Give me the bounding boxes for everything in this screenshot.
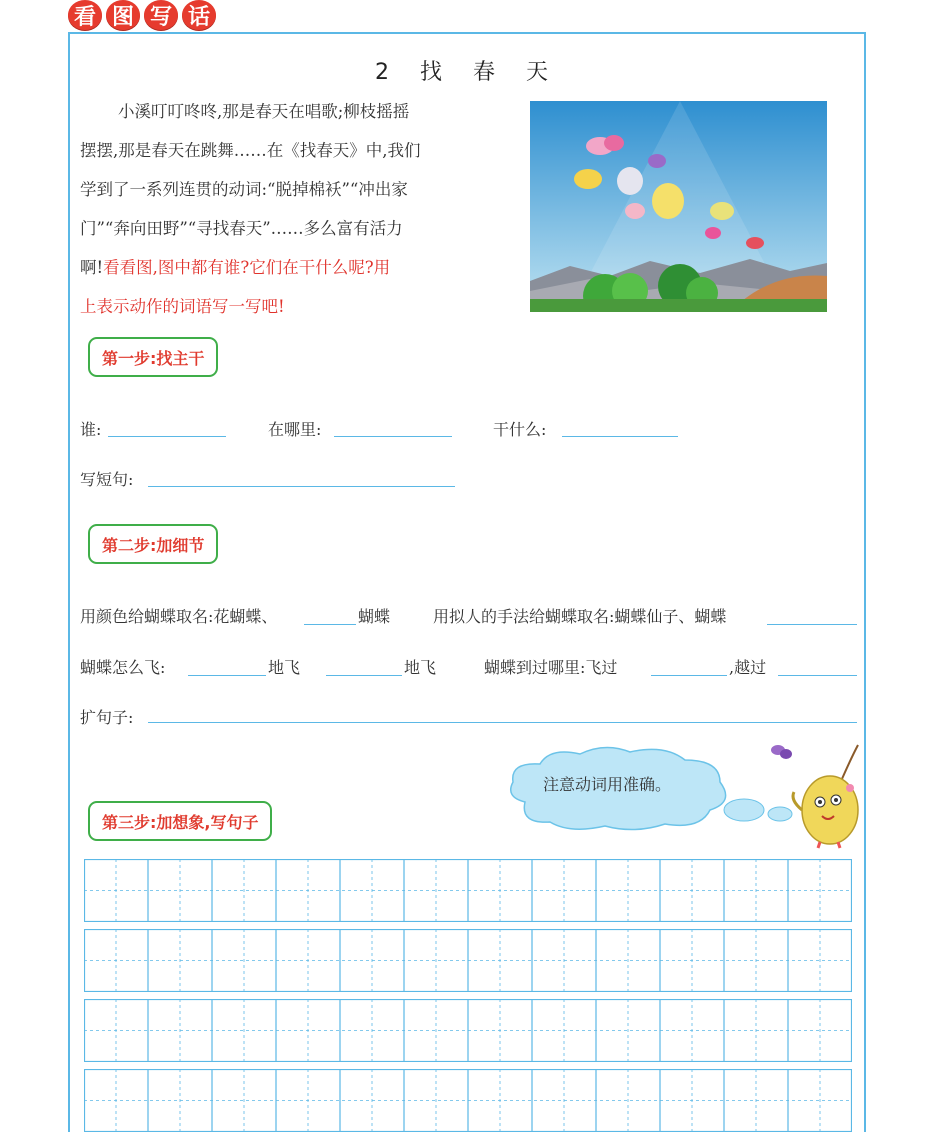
potato-mascot-icon — [760, 740, 870, 850]
intro-line: 小溪叮叮咚咚,那是春天在唱歌;柳枝摇摇 — [118, 102, 410, 121]
page-title: 2 找 春 天 — [375, 60, 560, 85]
what-blank[interactable] — [562, 436, 678, 437]
step2-label: 第二步:加细节 — [88, 524, 218, 564]
what-label: 干什么: — [493, 420, 547, 439]
fly-suffix-1: 地飞 — [268, 658, 301, 677]
how-fly-label: 蝴蝶怎么飞: — [80, 658, 166, 677]
intro-line: 摆摆,那是春天在跳舞……在《找春天》中,我们 — [80, 141, 421, 160]
where-blank[interactable] — [334, 436, 452, 437]
color-name-suffix: 蝴蝶 — [358, 607, 391, 626]
intro-line: 学到了一系列连贯的动词:“脱掉棉袄”“冲出家 — [80, 180, 408, 199]
expand-blank[interactable] — [148, 722, 857, 723]
writing-grid-row[interactable] — [84, 999, 852, 1062]
who-label: 谁: — [80, 420, 102, 439]
expand-label: 扩句子: — [80, 708, 134, 727]
cross-blank[interactable] — [778, 675, 857, 676]
pass-blank[interactable] — [651, 675, 727, 676]
writing-grid-row[interactable] — [84, 929, 852, 992]
writing-grid-row[interactable] — [84, 859, 852, 922]
header-badges — [68, 0, 216, 30]
intro-line: 啊!看看图,图中都有谁?它们在干什么呢?用 — [80, 258, 391, 277]
step3-label: 第三步:加想象,写句子 — [88, 801, 272, 841]
badge-char: 图 — [106, 0, 140, 30]
how-fly-blank-2[interactable] — [326, 675, 402, 676]
step1-label: 第一步:找主干 — [88, 337, 218, 377]
who-blank[interactable] — [108, 436, 226, 437]
cross-label: ,越过 — [729, 658, 767, 677]
personify-label: 用拟人的手法给蝴蝶取名:蝴蝶仙子、蝴蝶 — [433, 607, 727, 626]
fly-suffix-2: 地飞 — [404, 658, 437, 677]
short-sentence-blank[interactable] — [148, 486, 455, 487]
where-pass-label: 蝴蝶到过哪里:飞过 — [484, 658, 618, 677]
short-sentence-label: 写短句: — [80, 470, 134, 489]
badge-char: 话 — [182, 0, 216, 30]
how-fly-blank-1[interactable] — [188, 675, 266, 676]
color-name-blank[interactable] — [304, 624, 356, 625]
writing-grid-row[interactable] — [84, 1069, 852, 1132]
intro-paragraph — [80, 92, 495, 326]
tip-text: 注意动词用准确。 — [543, 775, 672, 794]
color-name-label: 用颜色给蝴蝶取名:花蝴蝶、 — [80, 607, 278, 626]
where-label: 在哪里: — [268, 420, 322, 439]
badge-char: 看 — [68, 0, 102, 30]
intro-line: 上表示动作的词语写一写吧! — [80, 297, 285, 316]
badge-char: 写 — [144, 0, 178, 30]
butterflies-illustration — [530, 101, 827, 312]
intro-line: 门”“奔向田野”“寻找春天”……多么富有活力 — [80, 219, 403, 238]
personify-blank[interactable] — [767, 624, 857, 625]
